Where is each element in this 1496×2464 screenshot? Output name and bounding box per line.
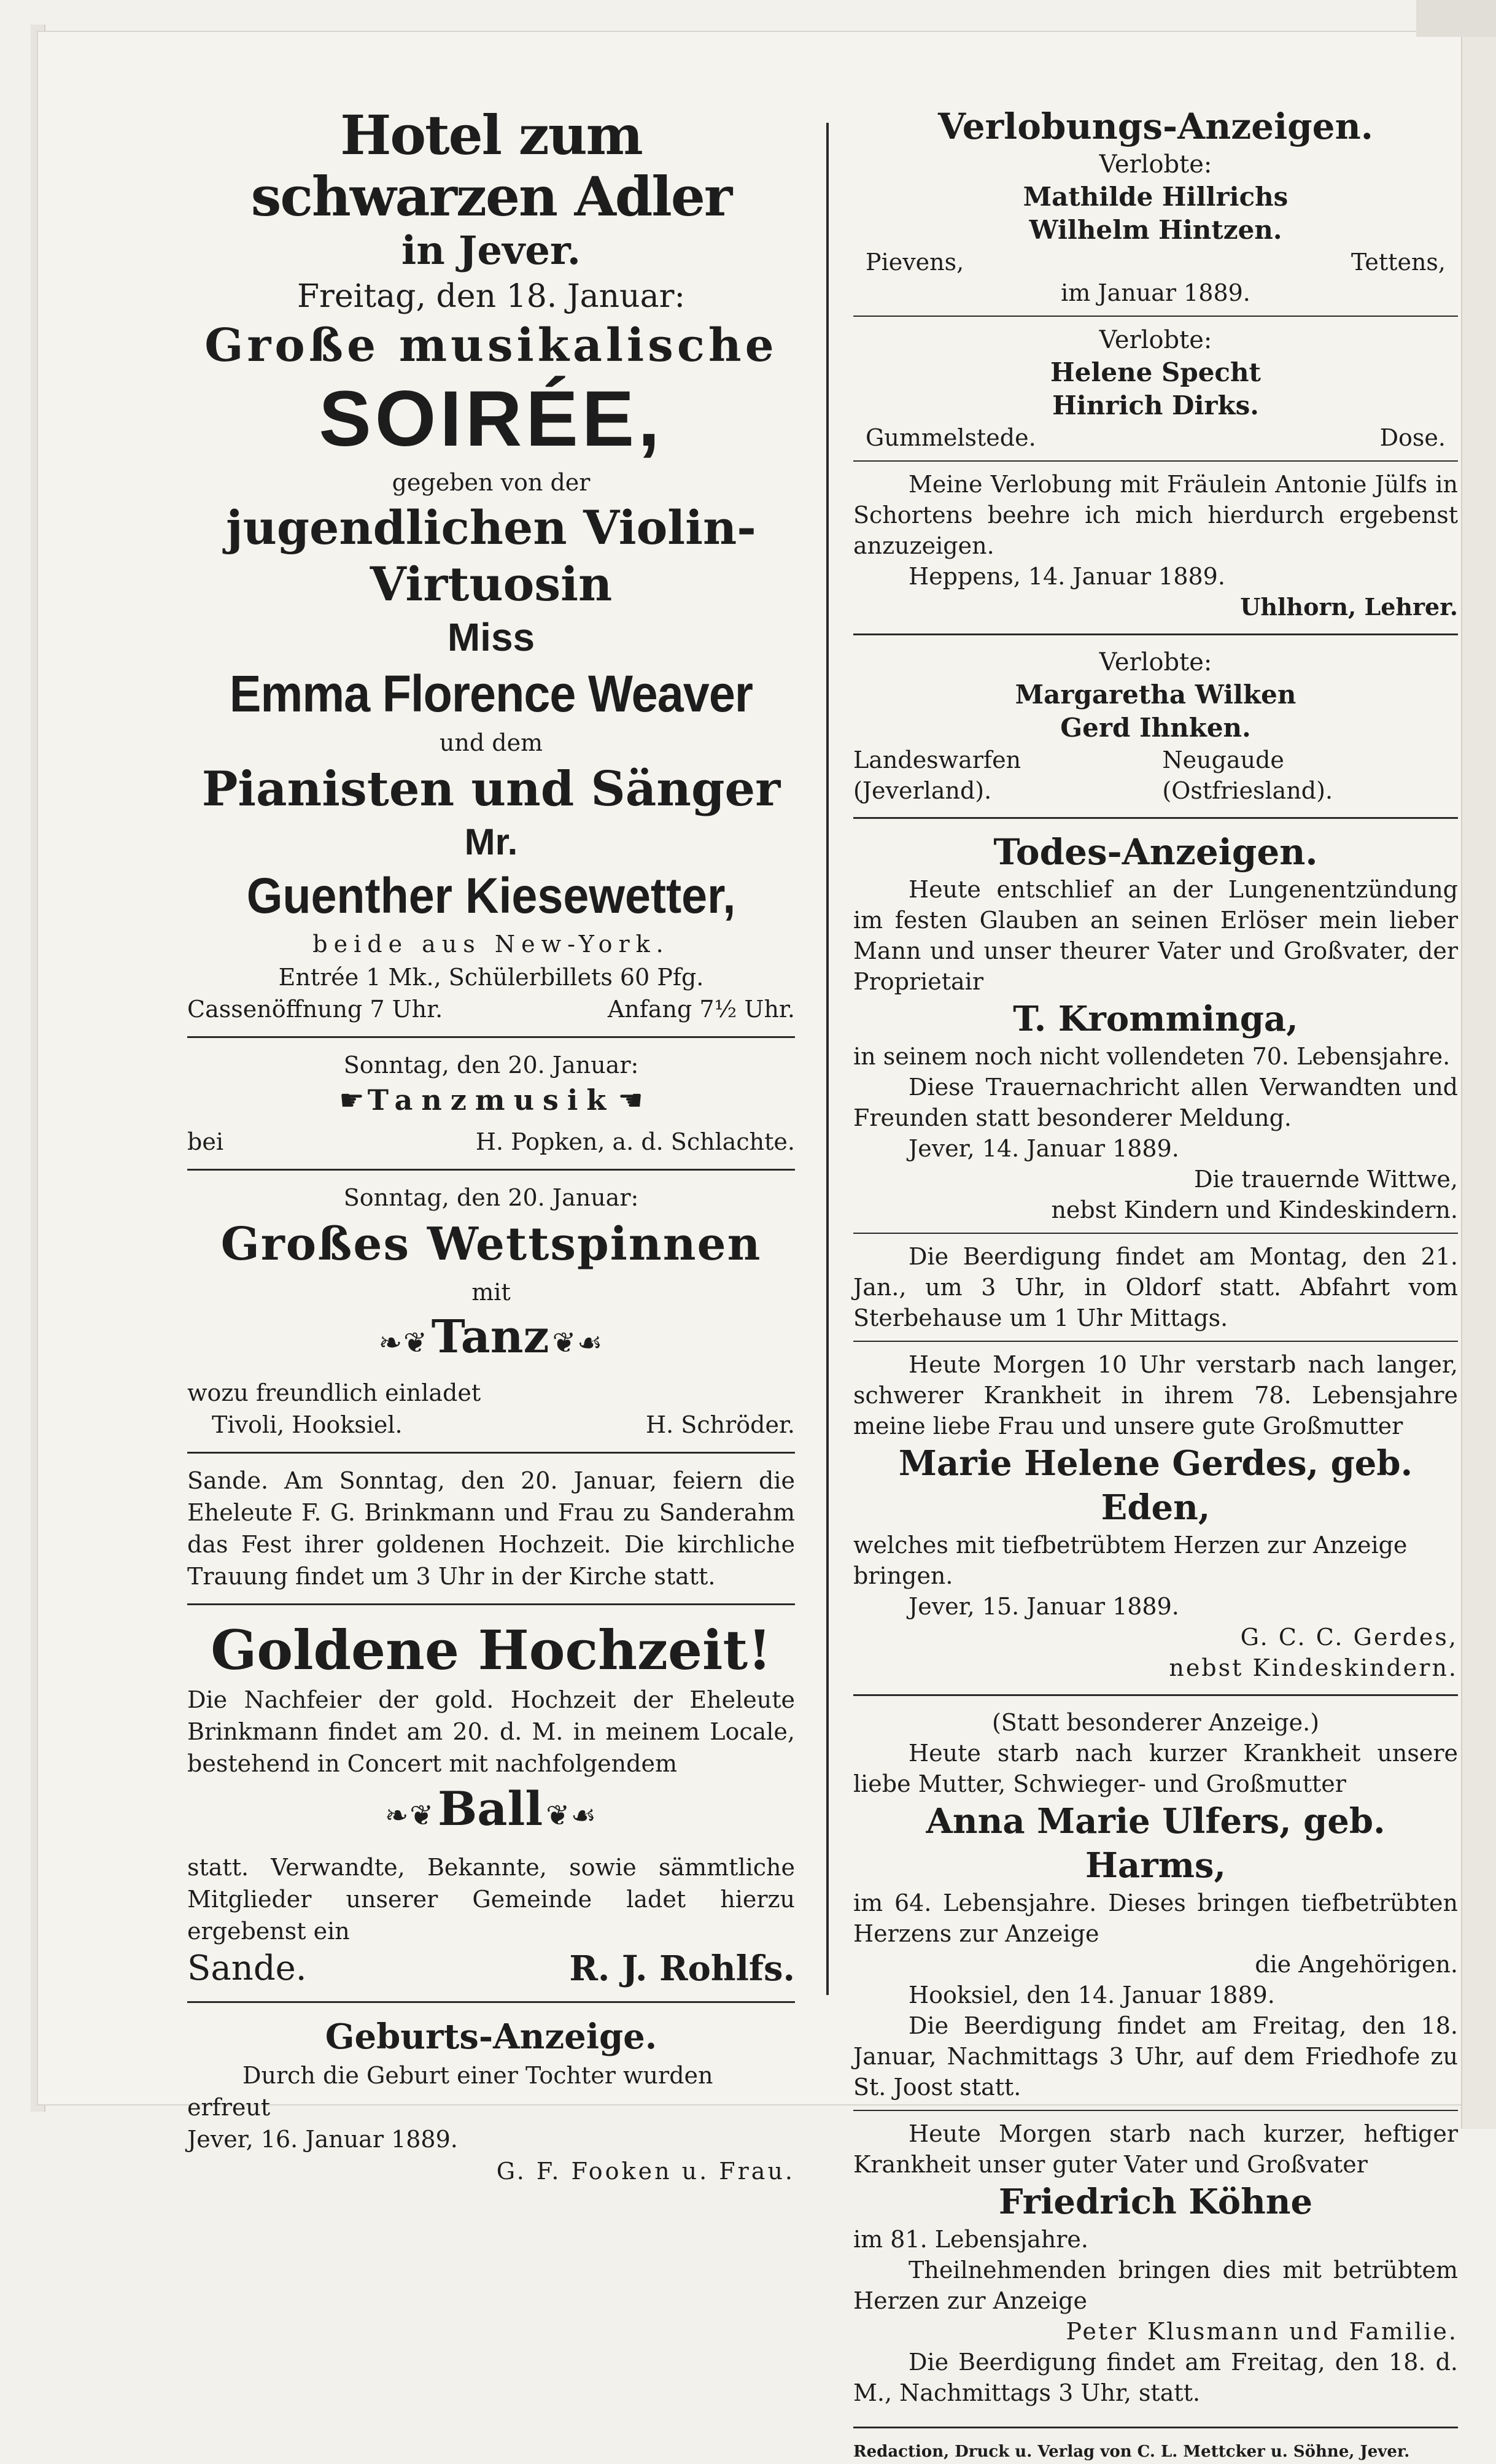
times-row [187, 993, 795, 1025]
death-notice-text: welches mit tiefbetrübtem Herzen zur Anzeige bringen. [853, 1532, 1408, 1589]
engaged-place: Tettens, [1351, 249, 1446, 276]
engaged-place: Gummelstede. [866, 424, 1036, 451]
death-notice-text: im 81. Lebensjahre. [853, 2226, 1088, 2253]
death-notice-sign: G. C. C. Gerdes, [1240, 1624, 1458, 1651]
engaged-name: Helene Specht [1050, 357, 1261, 387]
verlobung-heading: Verlobungs-Anzeigen. [938, 106, 1373, 147]
pointing-hand-icon: ☚ [618, 1083, 643, 1117]
death-notice-text: Heute entschlief an der Lungenentzündung im festen Glauben an seinen Erlöser mein lieber Mann und unser theurer Vater und Großvater, der Proprietair [853, 876, 1458, 995]
performer-weaver: Emma Florence Weaver [229, 665, 753, 723]
ornament-icon: ❧❦ [378, 1326, 428, 1359]
verlobte-label: Verlobte: [1099, 648, 1212, 676]
page-edge-right [1461, 0, 1496, 2129]
divider [853, 2427, 1458, 2428]
popken: H. Popken, a. d. Schlachte. [475, 1128, 795, 1155]
death-notice-sign: Die trauernde Wittwe, [1194, 1166, 1458, 1193]
engaged-name: Hinrich Dirks. [1052, 390, 1259, 420]
divider [187, 1169, 795, 1171]
mr-label: Mr. [464, 821, 518, 862]
divider [187, 1603, 795, 1605]
divider [853, 316, 1458, 317]
engaged-name: Margaretha Wilken [1015, 680, 1296, 710]
ornament-icon: ❦☙ [546, 1799, 598, 1832]
cash-open: Cassenöffnung 7 Uhr. [187, 996, 443, 1023]
concert-date: Freitag, den 18. Januar: [296, 278, 686, 315]
ornament-icon: ❦☙ [552, 1326, 604, 1359]
verlobte-label: Verlobte: [1099, 326, 1212, 354]
death-notice-text: in seinem noch nicht vollendeten 70. Lebensjahre. [853, 1043, 1451, 1070]
deceased-name: Friedrich Köhne [998, 2182, 1313, 2222]
death-notice-sign: nebst Kindeskindern. [1169, 1654, 1458, 1681]
divider [187, 1452, 795, 1454]
engaged-place: Neugaude (Ostfriesland). [1162, 746, 1333, 804]
left-column [187, 104, 795, 2187]
geburt-heading: Geburts-Anzeige. [325, 2017, 657, 2057]
tanzmusik: Tanzmusik [367, 1083, 615, 1117]
death-notice-text: Heute Morgen 10 Uhr verstarb nach langer, schwerer Krankheit in ihrem 78. Lebensjahre meine liebe Frau und unsere gute Großmutter [853, 1351, 1458, 1439]
right-column [853, 104, 1458, 2464]
start-time: Anfang 7½ Uhr. [607, 996, 795, 1023]
hotel-place: in Jever. [401, 228, 581, 274]
divider [853, 633, 1458, 635]
entry-prices: Entrée 1 Mk., Schülerbillets 60 Pfg. [278, 964, 704, 991]
sunday-date-1: Sonntag, den 20. Januar: [343, 1052, 639, 1079]
engaged-place: Dose. [1379, 424, 1446, 451]
grosse-heading: Große musikalische [204, 319, 778, 372]
schroeder: H. Schröder. [645, 1411, 795, 1438]
given-by: gegeben von der [392, 469, 591, 496]
divider [853, 2110, 1458, 2111]
divider [853, 1233, 1458, 1234]
engaged-name: Gerd Ihnken. [1060, 713, 1251, 743]
column-divider [826, 123, 829, 1995]
burial-notice: Die Beerdigung findet am Montag, den 21. Jan., um 3 Uhr, in Oldorf statt. Abfahrt vom Sterbehause um 1 Uhr Mittags. [853, 1243, 1458, 1331]
todes-heading: Todes-Anzeigen. [993, 831, 1318, 873]
pianist-heading: Pianisten und Sänger [201, 761, 781, 817]
and-the: und dem [439, 729, 543, 756]
pointing-hand-icon: ☛ [339, 1083, 365, 1117]
origin: beide aus New-York. [312, 931, 670, 958]
tivoli: Tivoli, Hooksiel. [212, 1411, 403, 1438]
goldene-text: Die Nachfeier der gold. Hochzeit der Eheleute Brinkmann findet am 20. d. M. in meinem Locale, bestehend in Concert mit nachfolgendem [187, 1686, 795, 1777]
death-notice-sign: nebst Kindern und Kindeskindern. [1051, 1196, 1458, 1223]
printer-imprint: Redaction, Druck u. Verlag von C. L. Mettcker u. Söhne, Jever. [853, 2443, 1410, 2461]
engaged-place: Pievens, [866, 249, 964, 276]
geburt-place: Jever, 16. Januar 1889. [187, 2126, 458, 2153]
death-notice-date: Jever, 15. Januar 1889. [909, 1593, 1179, 1620]
geburt-sign: G. F. Fooken u. Frau. [496, 2158, 795, 2185]
burial-notice: Die Beerdigung findet am Freitag, den 18. Januar, Nachmittags 3 Uhr, auf dem Friedhofe zu St. Joost statt. [853, 2012, 1458, 2101]
death-notice-text: Heute starb nach kurzer Krankheit unsere liebe Mutter, Schwieger- und Großmutter [853, 1740, 1458, 1797]
deceased-name: Marie Helene Gerdes, geb. Eden, [898, 1443, 1413, 1528]
sande-notice: Sande. Am Sonntag, den 20. Januar, feiern die Eheleute F. G. Brinkmann und Frau zu Sanderahm das Fest ihrer goldenen Hochzeit. Die kirchliche Trauung findet um 3 Uhr in der Kirche statt. [187, 1467, 795, 1590]
ornament-icon: ❧❦ [384, 1799, 435, 1832]
divider [187, 1036, 795, 1038]
divider [853, 1341, 1458, 1342]
engagement-sign: Uhlhorn, Lehrer. [1240, 593, 1458, 621]
wettspinnen-heading: Großes Wettspinnen [220, 1218, 762, 1271]
miss-label: Miss [447, 615, 535, 659]
sunday-date-2: Sonntag, den 20. Januar: [343, 1184, 639, 1211]
engaged-place: Landeswarfen (Jeverland). [853, 746, 1021, 804]
death-notice-sign: die Angehörigen. [1255, 1951, 1458, 1978]
engaged-name: Mathilde Hillrichs [1023, 182, 1289, 212]
sande-sign-row [187, 1947, 795, 1990]
death-notice-date: Hooksiel, den 14. Januar 1889. [909, 1982, 1275, 2009]
performer-kiesewetter: Guenther Kiesewetter, [246, 868, 736, 924]
death-notice-text: Diese Trauernachricht allen Verwandten und Freunden statt besonderer Meldung. [853, 1074, 1458, 1131]
engagement-date: Heppens, 14. Januar 1889. [909, 563, 1225, 590]
divider [853, 460, 1458, 462]
scan-margin [1416, 0, 1496, 37]
deceased-name: T. Kromminga, [1013, 999, 1298, 1039]
divider [187, 2001, 795, 2003]
burial-notice: Die Beerdigung findet am Freitag, den 18. d. M., Nachmittags 3 Uhr, statt. [853, 2349, 1458, 2406]
popken-row [187, 1126, 795, 1158]
engagement-notice: Meine Verlobung mit Fräulein Antonie Jülfs in Schortens beehre ich mich hierdurch ergebenst anzuzeigen. [853, 471, 1458, 559]
ball-heading: Ball [438, 1781, 543, 1836]
violin-heading: jugendlichen Violin-Virtuosin [226, 500, 756, 611]
bei-label: bei [187, 1128, 223, 1155]
soiree-heading: SOIRÉE, [319, 375, 664, 463]
rohlfs-sign: R. J. Rohlfs. [569, 1948, 795, 1989]
invite: wozu freundlich einladet [187, 1379, 481, 1406]
mit-label: mit [471, 1279, 511, 1306]
divider [853, 1694, 1458, 1696]
verlobte-label: Verlobte: [1099, 150, 1212, 179]
death-notice-date: Jever, 14. Januar 1889. [909, 1135, 1179, 1162]
death-notice-sign: Peter Klusmann und Familie. [1066, 2318, 1458, 2345]
statt-anzeige: (Statt besonderer Anzeige.) [991, 1709, 1320, 1736]
tivoli-row [187, 1409, 795, 1441]
ball-text: statt. Verwandte, Bekannte, sowie sämmtliche Mitglieder unserer Gemeinde ladet hierzu ergebenst ein [187, 1854, 795, 1945]
death-notice-text: Theilnehmenden bringen dies mit betrübtem Herzen zur Anzeige [853, 2257, 1458, 2314]
sande-place: Sande. [187, 1948, 307, 1988]
engaged-name: Wilhelm Hintzen. [1029, 215, 1282, 245]
goldene-heading: Goldene Hochzeit! [211, 1618, 772, 1682]
tanz-heading: Tanz [431, 1311, 549, 1363]
death-notice-text: im 64. Lebensjahre. Dieses bringen tiefbetrübten Herzens zur Anzeige [853, 1889, 1458, 1947]
death-notice-text: Heute Morgen starb nach kurzer, heftiger Krankheit unser guter Vater und Großvater [853, 2120, 1458, 2178]
divider [853, 817, 1458, 819]
hotel-title: Hotel zum schwarzen Adler [250, 103, 732, 228]
deceased-name: Anna Marie Ulfers, geb. Harms, [926, 1801, 1386, 1886]
engaged-date: im Januar 1889. [1061, 279, 1250, 306]
geburt-text: Durch die Geburt einer Tochter wurden erfreut [187, 2062, 713, 2121]
